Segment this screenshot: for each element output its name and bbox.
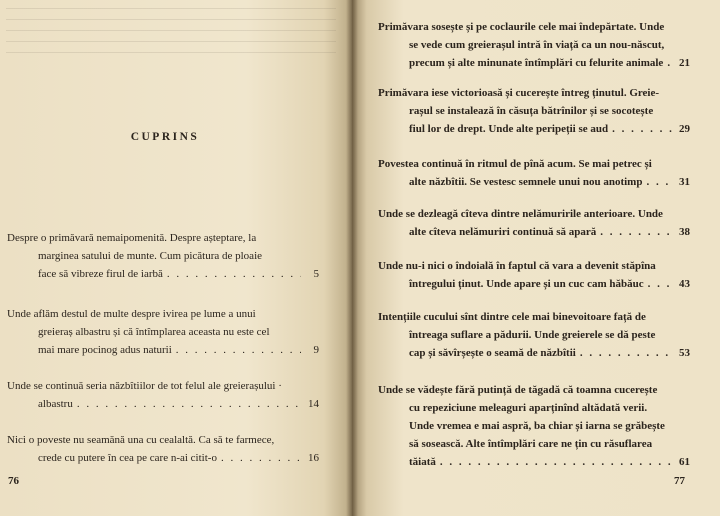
toc-entry xyxy=(378,84,690,138)
toc-entry xyxy=(7,377,319,413)
toc-entry-line: Nici o poveste nu seamănă una cu cealaltă. Ca să te farmece, xyxy=(7,434,275,446)
toc-page-number: 29 xyxy=(679,123,690,135)
toc-entry-line: Despre o primăvară nemaipomenită. Despre așteptare, la xyxy=(7,232,257,244)
page-title: CUPRINS xyxy=(130,131,200,143)
toc-entry-last-line xyxy=(7,449,319,467)
toc-entry-line: Primăvara iese victorioasă și cucerește întreg ținutul. Greie- xyxy=(378,87,660,99)
toc-page-number: 43 xyxy=(679,278,690,290)
toc-entry-line: cap și săvîrșește o seamă de năzbîtii xyxy=(409,347,576,359)
toc-entry-last-line xyxy=(378,344,690,362)
toc-entry-line: Unde nu-i nici o îndoială în faptul că vara a devenit stăpîna xyxy=(378,260,656,272)
toc-entry-line: rașul se instalează în căsuța bătrînilor și se socotește xyxy=(409,105,654,117)
toc-entry-line: Primăvara sosește și pe coclaurile cele mai îndepărtate. Unde xyxy=(378,21,665,33)
toc-entry-line: crede cu putere în cea pe care n-ai citit-o xyxy=(38,452,217,464)
toc-entry-line: Unde se dezleagă cîteva dintre nelămuririle anterioare. Unde xyxy=(378,208,663,220)
toc-entry xyxy=(378,18,690,72)
toc-entry-last-line xyxy=(378,453,690,471)
toc-entry xyxy=(378,381,690,471)
toc-entry-line: alte cîteva nelămuriri continuă să apară xyxy=(409,226,597,238)
dot-leader xyxy=(77,395,301,413)
toc-entry xyxy=(7,305,319,359)
toc-page-number: 16 xyxy=(308,452,319,464)
toc-entry xyxy=(378,257,690,293)
toc-entry-line: mai mare pocinog adus naturii xyxy=(38,344,172,356)
toc-page-number: 31 xyxy=(679,176,690,188)
dot-leader xyxy=(167,265,301,283)
toc-entry-line: Unde vremea e mai aspră, ba chiar și iarna se grăbește xyxy=(409,420,665,432)
toc-entry xyxy=(7,229,319,283)
toc-page-number: 53 xyxy=(679,347,690,359)
dot-leader xyxy=(221,449,301,467)
toc-entry-line: se vede cum greierașul intră în viață ca un nou-născut, xyxy=(409,39,665,51)
toc-entry-line: marginea satului de munte. Cum picătura de ploaie xyxy=(38,250,263,262)
toc-entry-last-line xyxy=(378,54,690,72)
dot-leader xyxy=(580,344,672,362)
dot-leader xyxy=(667,54,672,72)
toc-entry-line: fiul lor de drept. Unde alte peripeții se aud xyxy=(409,123,609,135)
toc-page-number: 9 xyxy=(313,344,319,356)
toc-entry-last-line xyxy=(7,265,319,283)
dot-leader xyxy=(648,275,672,293)
toc-entry-line: precum și alte minunate întîmplări cu felurite animale xyxy=(409,57,664,69)
toc-entry-line: Povestea continuă în ritmul de pînă acum. Se mai petrec și xyxy=(378,158,652,170)
dot-leader xyxy=(612,120,672,138)
dot-leader xyxy=(440,453,672,471)
toc-entry-line: Unde se continuă seria năzbîtiilor de tot felul ale greierașului · xyxy=(7,380,282,392)
toc-entry-line: tăiată xyxy=(409,456,436,468)
toc-entry-line: să sosească. Alte întîmplări care ne țin cu răsuflarea xyxy=(409,438,653,450)
toc-entry xyxy=(7,431,319,467)
toc-entry-line: întregului ținut. Unde apare și un cuc cam hăbăuc xyxy=(409,278,644,290)
toc-entry xyxy=(378,205,690,241)
page-number: 76 xyxy=(8,475,19,487)
book-gutter xyxy=(346,0,358,516)
toc-page-number: 21 xyxy=(679,57,690,69)
toc-entry-line: cu repeziciune meleaguri aparținînd altădată verii. xyxy=(409,402,648,414)
toc-page-number: 38 xyxy=(679,226,690,238)
left-page xyxy=(0,0,352,516)
toc-entry-last-line xyxy=(378,275,690,293)
toc-entry-last-line xyxy=(378,120,690,138)
toc-entry-line: alte năzbîtii. Se vestesc semnele unui nou anotimp xyxy=(409,176,643,188)
toc-entry-line: albastru xyxy=(38,398,73,410)
toc-entry-line: Intențiile cucului sînt dintre cele mai binevoitoare față de xyxy=(378,311,646,323)
toc-page-number: 61 xyxy=(679,456,690,468)
dot-leader xyxy=(646,173,672,191)
toc-entry-line: face să vibreze firul de iarbă xyxy=(38,268,163,280)
toc-entry-last-line xyxy=(378,223,690,241)
toc-entry-line: Unde se vădește fără putință de tăgadă că toamna cucerește xyxy=(378,384,658,396)
toc-entry xyxy=(378,308,690,362)
toc-entry-line: greieraș albastru și că întîmplarea aceasta nu este cel xyxy=(38,326,270,338)
toc-entry-line: întreaga suflare a pădurii. Unde greierele se dă peste xyxy=(409,329,656,341)
toc-entry-last-line xyxy=(7,341,319,359)
toc-page-number: 5 xyxy=(313,268,319,280)
toc-entry-last-line xyxy=(378,173,690,191)
dot-leader xyxy=(176,341,301,359)
page-number: 77 xyxy=(674,475,685,487)
dot-leader xyxy=(600,223,672,241)
bleed-through-text xyxy=(6,8,336,56)
toc-page-number: 14 xyxy=(308,398,319,410)
toc-entry-line: Unde aflăm destul de multe despre ivirea pe lume a unui xyxy=(7,308,256,320)
toc-entry xyxy=(378,155,690,191)
toc-entry-last-line xyxy=(7,395,319,413)
